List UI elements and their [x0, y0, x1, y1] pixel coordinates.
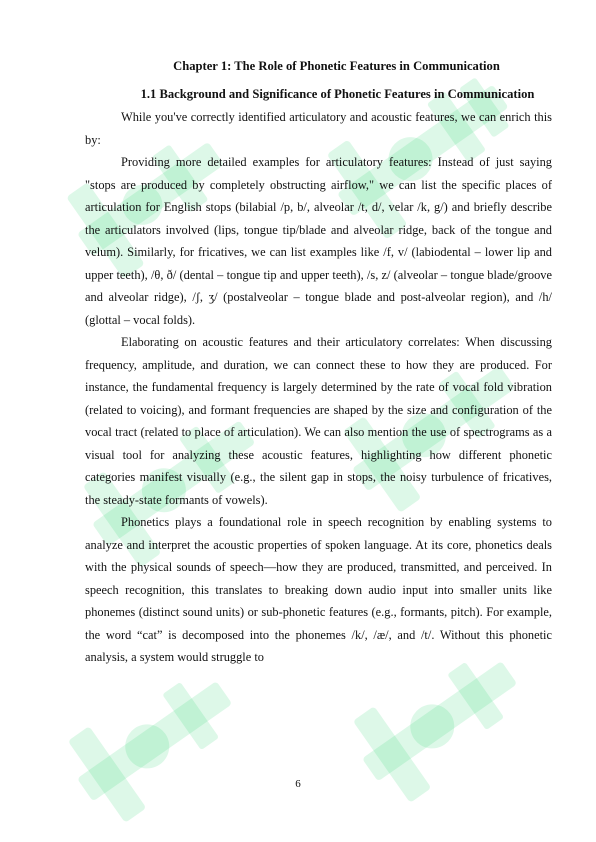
section-title: 1.1 Background and Significance of Phonetic Features in Communication	[140, 87, 535, 101]
paragraph-articulatory: Providing more detailed examples for articulatory features: Instead of just saying "stops are produced by completely obstructing airflow," we can list the specific places of articulation for English stops (bilabial /p, b/, alveolar /t, d/, velar /k, g/) and briefly describe the articulators involved (lips, tongue tip/blade and alveolar ridge, back of the tongue and velum). Similarly, for fricatives, we can list examples like /f, v/ (labiodental – lower lip and upper teeth), /θ, ð/ (dental – tongue tip and upper teeth), /s, z/ (alveolar – tongue blade/groove and alveolar ridge), /ʃ, ʒ/ (postalveolar – tongue blade and post-alveolar region), and /h/ (glottal – vocal folds).	[85, 155, 552, 327]
paragraph-acoustic: Elaborating on acoustic features and their articulatory correlates: When discussing frequency, amplitude, and duration, we can connect these to how they are produced. For instance, the fundamental frequency is largely determined by the rate of vocal fold vibration (related to voicing), and formant frequencies are shaped by the size and configuration of the vocal tract (related to place of articulation). We can also mention the use of spectrograms as a visual tool for analyzing these acoustic features, highlighting how different phonetic categories manifest visually (e.g., the silent gap in stops, the noisy turbulence of fricatives, the steady-state formants of vowels).	[85, 335, 552, 507]
chapter-title: Chapter 1: The Role of Phonetic Features in Communication	[173, 59, 500, 73]
paragraph-intro: While you've correctly identified articulatory and acoustic features, we can enrich this by:	[85, 110, 552, 147]
page-number: 6	[295, 778, 301, 790]
page-content	[85, 58, 552, 669]
paragraph-speech-recognition: Phonetics plays a foundational role in speech recognition by enabling systems to analyze and interpret the acoustic properties of spoken language. At its core, phonetics deals with the physical sounds of speech—how they are produced, transmitted, and perceived. In speech recognition, this translates to breaking down audio input into smaller units like phonemes (distinct sound units) or sub-phonetic features (e.g., formants, pitch). For example, the word “cat” is decomposed into the phonemes /k/, /æ/, and /t/. Without this phonetic analysis, a system would struggle to	[85, 515, 552, 664]
